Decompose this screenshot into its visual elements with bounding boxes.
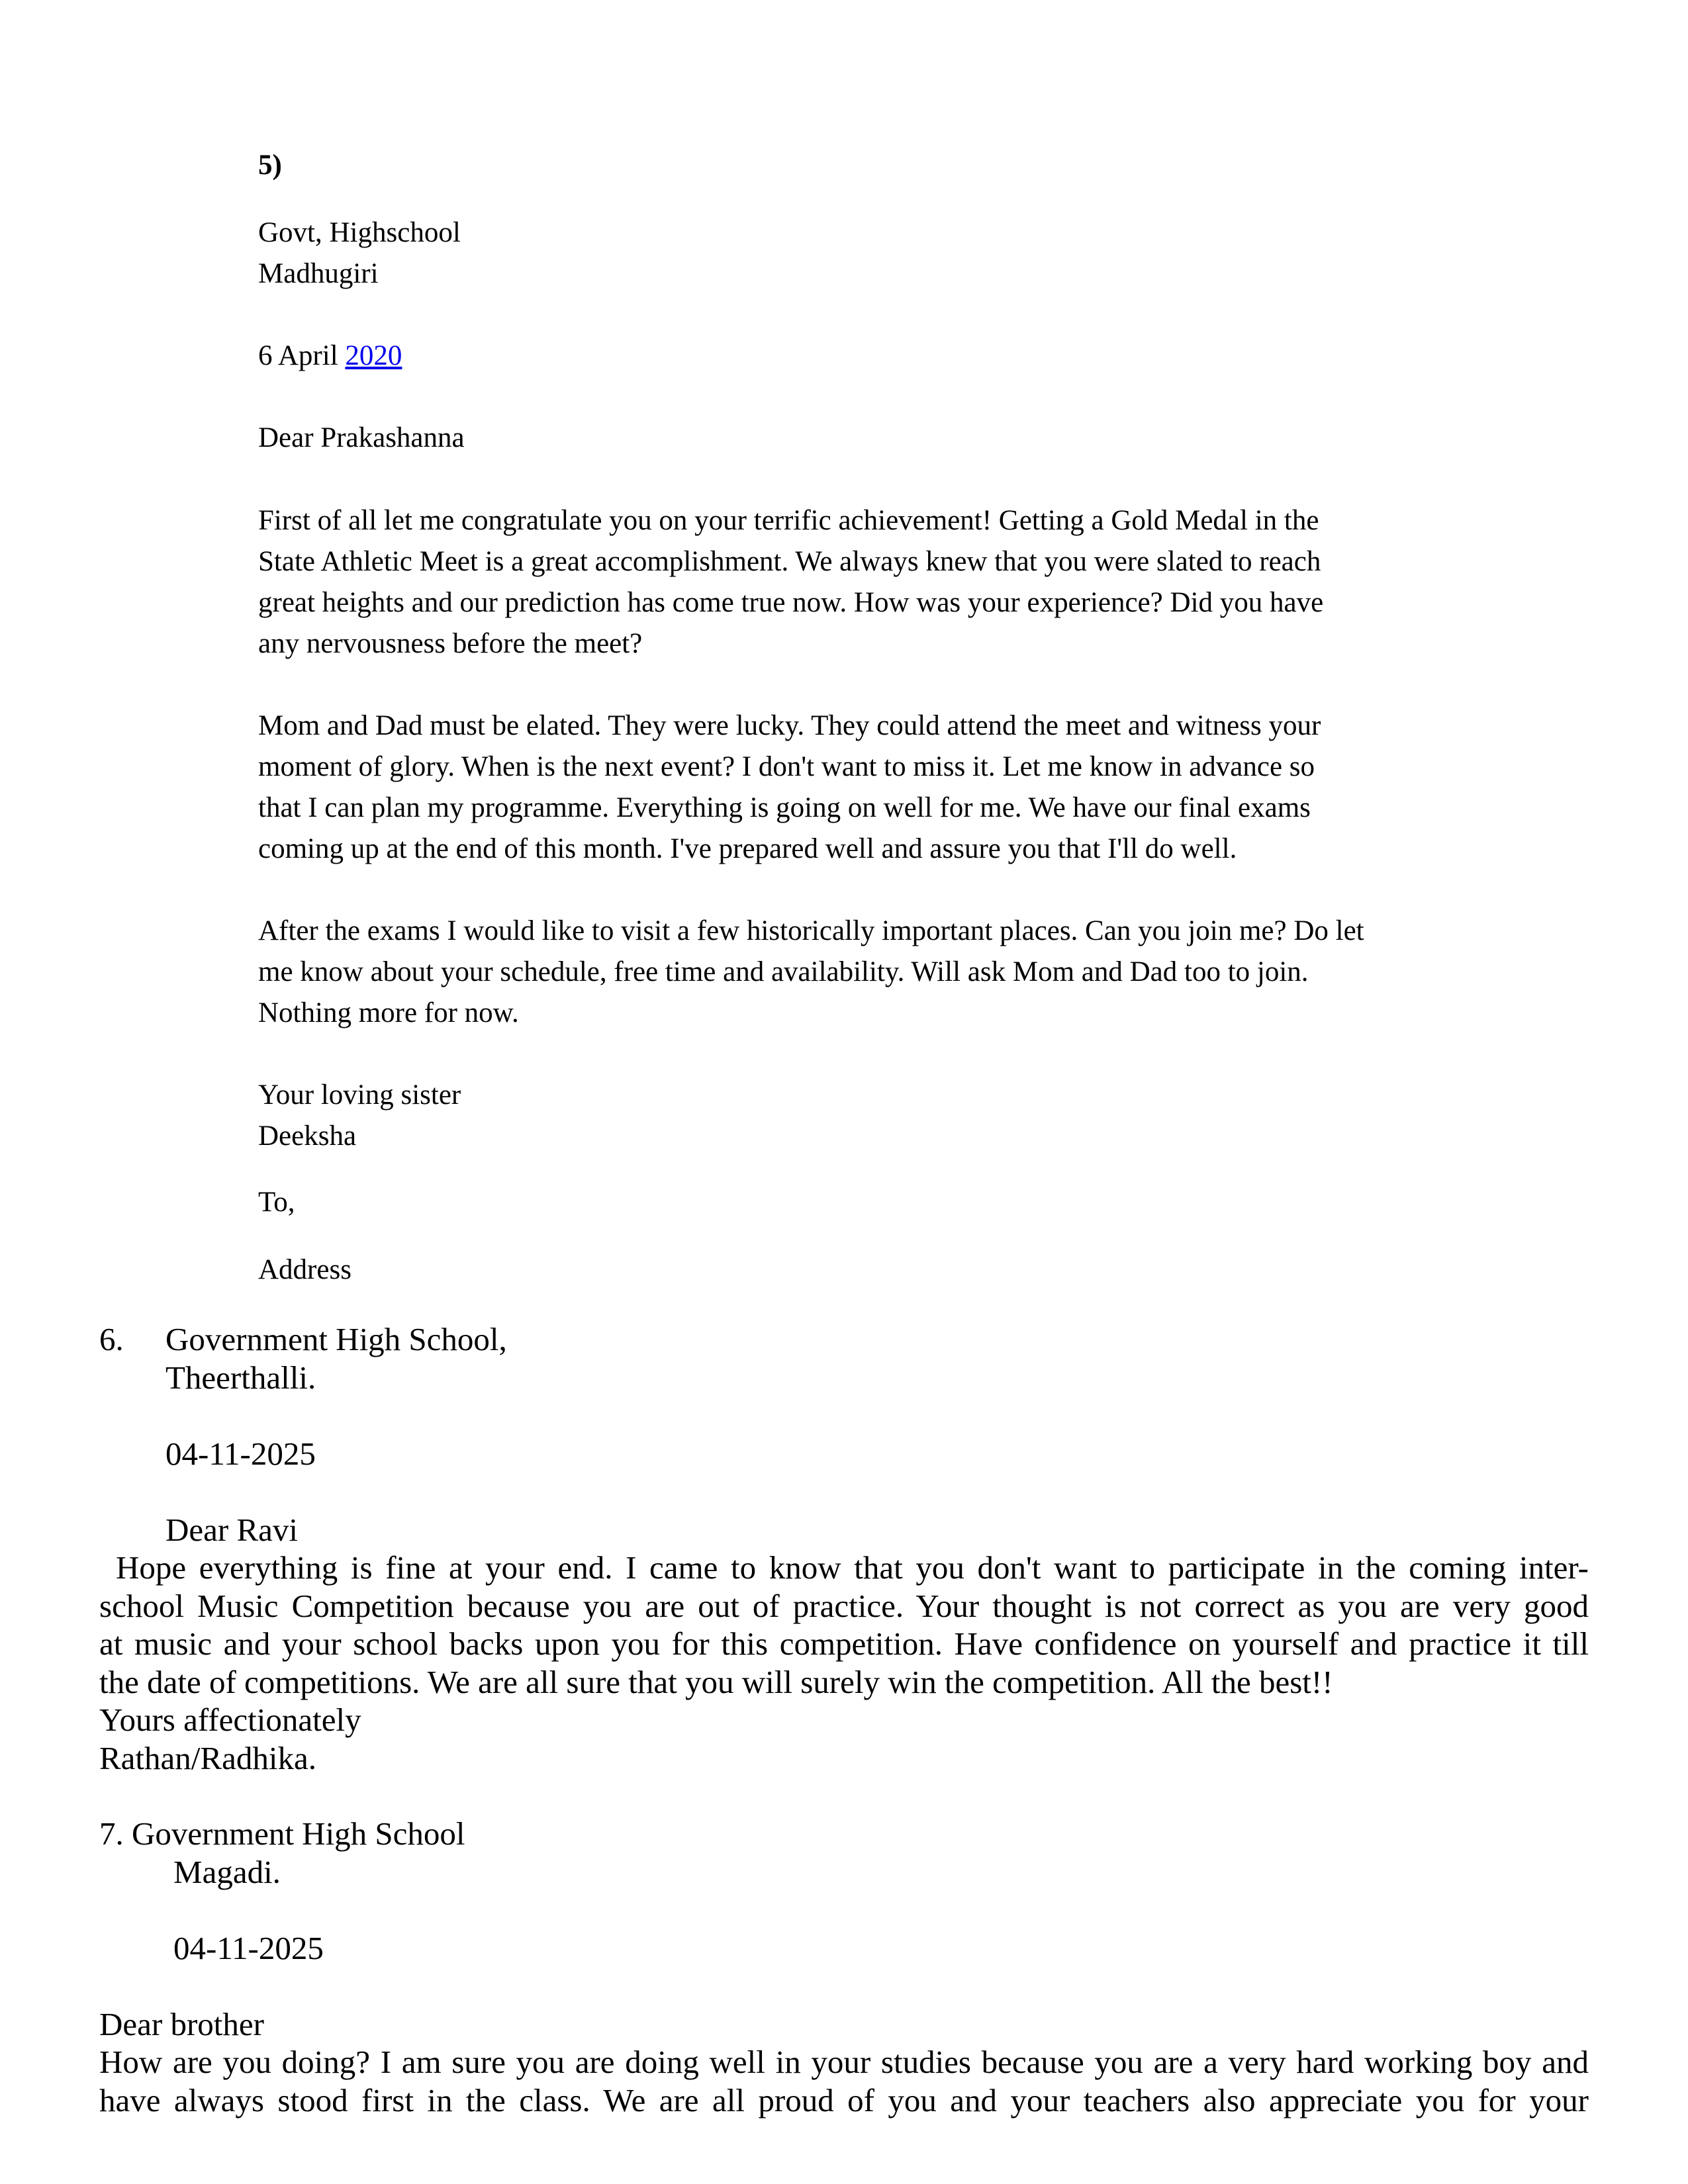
letter5-date-year-link[interactable]: 2020	[345, 340, 402, 371]
letter5-number: 5)	[258, 150, 282, 181]
letter5-p2-line1: Mom and Dad must be elated. They were lucky. They could attend the meet and witness your	[258, 710, 1321, 741]
letter5-p2-line2: moment of glory. When is the next event? I don't want to miss it. Let me know in advance so	[258, 751, 1315, 782]
letter5-salutation: Dear Prakashanna	[258, 422, 465, 453]
letter6-address-line2: Theerthalli.	[165, 1359, 316, 1396]
letter6-body-line1: Hope everything is fine at your end. I came to know that you don't want to participate in the coming inter-	[116, 1549, 1589, 1586]
letter6-body-line4: the date of competitions. We are all sure that you will surely win the competition. All the best!!	[99, 1664, 1333, 1700]
letter6-closing-line2: Rathan/Radhika.	[99, 1740, 316, 1776]
letter5-p1-line1: First of all let me congratulate you on your terrific achievement! Getting a Gold Medal in the	[258, 505, 1319, 536]
letter6-date: 04-11-2025	[165, 1435, 316, 1472]
letter5-p1-line2: State Athletic Meet is a great accomplishment. We always knew that you were slated to reach	[258, 546, 1321, 577]
letter5-p2-line3: that I can plan my programme. Everything is going on well for me. We have our final exams	[258, 792, 1311, 823]
letter5-closing-line1: Your loving sister	[258, 1079, 461, 1111]
letter5-address-line2: Madhugiri	[258, 258, 379, 289]
letter7-body-line1: How are you doing? I am sure you are doing well in your studies because you are a very hard working boy and	[99, 2044, 1589, 2080]
letter5-to: To,	[258, 1187, 295, 1218]
letter6-body-line2: school Music Competition because you are out of practice. Your thought is not correct as you are very good	[99, 1588, 1589, 1624]
letter5-closing-line2: Deeksha	[258, 1120, 357, 1152]
letter5-date-prefix: 6 April	[258, 340, 338, 371]
letter6-number: 6.	[99, 1321, 124, 1357]
letter6-body-line3: at music and your school backs upon you for this competition. Have confidence on yourself and practice it till	[99, 1625, 1589, 1662]
letter7-salutation: Dear brother	[99, 2006, 264, 2042]
letter6-salutation: Dear Ravi	[165, 1512, 298, 1548]
letter7-date: 04-11-2025	[173, 1930, 324, 1966]
letter5-p3-line3: Nothing more for now.	[258, 997, 519, 1028]
letter7-address-line2: Magadi.	[173, 1854, 281, 1890]
letter5-p1-line4: any nervousness before the meet?	[258, 628, 643, 659]
letter5-address-line1: Govt, Highschool	[258, 217, 461, 248]
letter7-heading: 7. Government High School	[99, 1815, 465, 1852]
letter5-date	[258, 341, 402, 370]
letter5-p3-line2: me know about your schedule, free time and availability. Will ask Mom and Dad too to join.	[258, 956, 1309, 987]
letter5-address-label: Address	[258, 1254, 352, 1285]
letter6-address-line1: Government High School,	[165, 1321, 507, 1357]
letter5-p1-line3: great heights and our prediction has come true now. How was your experience? Did you have	[258, 587, 1324, 618]
letter7-body-line2: have always stood first in the class. We are all proud of you and your teachers also appreciate you for your	[99, 2082, 1589, 2118]
letter6-closing-line1: Yours affectionately	[99, 1702, 361, 1738]
letter5-p3-line1: After the exams I would like to visit a few historically important places. Can you join me? Do let	[258, 915, 1364, 946]
letter5-p2-line4: coming up at the end of this month. I've prepared well and assure you that I'll do well.	[258, 833, 1237, 864]
